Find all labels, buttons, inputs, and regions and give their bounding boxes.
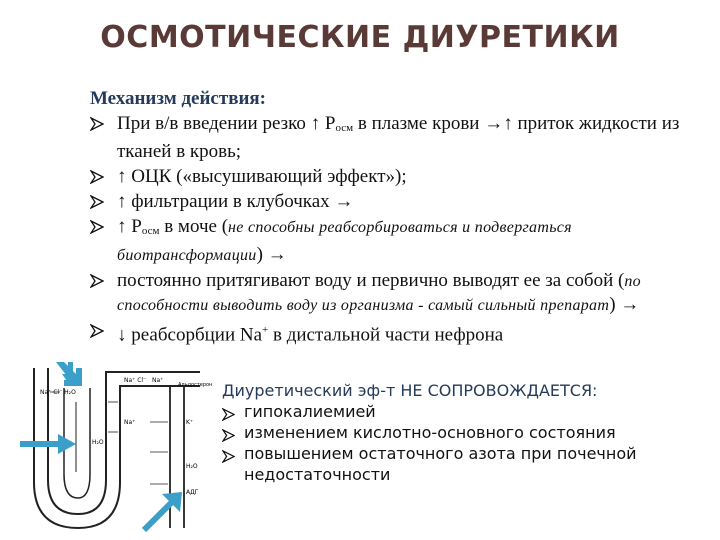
mechanism-heading: Механизм действия: (90, 88, 267, 109)
item6-text-a: ↓ реабсорбции Na (117, 324, 263, 346)
arrowhead-bullet-icon (90, 324, 104, 338)
item1-text-a: При в/в введении резко ↑ Р (117, 113, 336, 134)
side-block (218, 380, 713, 485)
diagram-label-1: Na⁺ Cl⁻ H₂O (40, 389, 76, 396)
arrowhead-bullet-icon (222, 405, 235, 418)
nephron-diagram (20, 362, 216, 534)
arrowhead-bullet-icon (222, 426, 235, 439)
list-item (90, 215, 710, 267)
arrowhead-bullet-icon (90, 117, 104, 131)
diagram-label-4: Альдостерон (178, 382, 213, 388)
diagram-label-6: H₂O (92, 439, 104, 446)
arrowhead-bullet-icon (90, 170, 104, 184)
item6-text-b: в дистальной части нефрона (268, 324, 504, 346)
diagram-label-5: K⁺ (186, 419, 194, 426)
list-item (222, 443, 713, 485)
arrowhead-bullet-icon (90, 195, 104, 209)
diagram-label-2: Na⁺ Cl⁻ (124, 377, 147, 384)
mechanism-list (90, 112, 710, 348)
side-list (218, 401, 713, 485)
side-title: Диуретический эф-т НЕ СОПРОВОЖДАЕТСЯ: (222, 381, 598, 400)
side-item-text: изменением кислотно-основного состояния (244, 423, 616, 442)
item3-text: ↑ фильтрации в клубочках → (117, 191, 354, 212)
side-item-text: повышением остаточного азота при почечной недостаточности (244, 444, 637, 484)
item6-sup: + (262, 324, 269, 336)
arrowhead-bullet-icon (90, 220, 104, 234)
diagram-label-3: Na⁺ (152, 377, 164, 384)
item4-text-b: в моче ( (159, 216, 229, 237)
blue-arrow-diagonal-icon (144, 492, 182, 530)
slide-title: ОСМОТИЧЕСКИЕ ДИУРЕТИКИ (100, 20, 620, 55)
item5-text-c: ) → (609, 294, 640, 315)
item2-text: ↑ ОЦК («высушивающий эффект»); (117, 166, 407, 187)
list-item (222, 422, 713, 443)
list-item (222, 401, 713, 422)
list-item (90, 319, 710, 346)
item1-sub: осм (335, 122, 354, 134)
list-item (90, 269, 710, 317)
item5-text-a: постоянно притягивают воду и первично выводят ее за собой ( (117, 270, 625, 291)
item4-note: не способны реабсорбироваться и подвергаться биотрансформации (117, 219, 572, 264)
item1-text-b: в плазме крови →↑ приток жидкости из тканей в кровь; (117, 113, 680, 162)
item4-sub: осм (141, 225, 160, 237)
diagram-label-8: АДГ (186, 489, 199, 496)
arrowhead-bullet-icon (222, 447, 235, 460)
item4-text-c: ) → (256, 244, 287, 265)
side-item-text: гипокалиемией (244, 402, 376, 421)
list-item (90, 112, 710, 163)
diagram-label-7: H₂O (186, 463, 198, 470)
list-item (90, 165, 710, 188)
diagram-label-9: Na⁺ (124, 419, 136, 426)
item5-note: по способности выводить воду из организма - самый сильный препарат (117, 273, 641, 314)
list-item (90, 190, 710, 213)
arrowhead-bullet-icon (90, 274, 104, 288)
item4-text-a: ↑ Р (117, 216, 142, 237)
